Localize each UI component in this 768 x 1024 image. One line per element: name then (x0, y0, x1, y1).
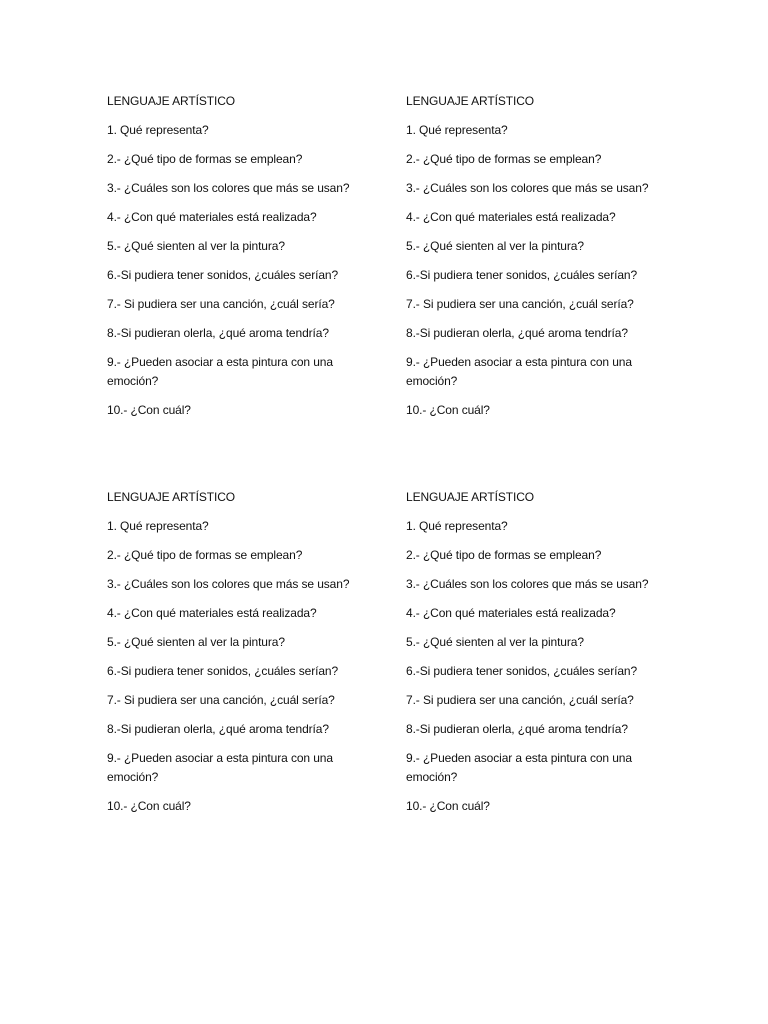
question-6: 6.-Si pudiera tener sonidos, ¿cuáles serían? (406, 664, 638, 678)
worksheet-title: LENGUAJE ARTÍSTICO (406, 94, 535, 108)
question-9: 9.- ¿Pueden asociar a esta pintura con una emoción? (107, 355, 333, 388)
question-1: 1. Qué representa? (107, 519, 209, 533)
question-5: 5.- ¿Qué sienten al ver la pintura? (107, 635, 285, 649)
question-4: 4.- ¿Con qué materiales está realizada? (406, 606, 616, 620)
question-7: 7.- Si pudiera ser una canción, ¿cuál sería? (406, 693, 634, 707)
question-2: 2.- ¿Qué tipo de formas se emplean? (107, 548, 303, 562)
question-2: 2.- ¿Qué tipo de formas se emplean? (406, 548, 602, 562)
question-1: 1. Qué representa? (107, 123, 209, 137)
worksheet-title: LENGUAJE ARTÍSTICO (406, 490, 535, 504)
question-4: 4.- ¿Con qué materiales está realizada? (107, 606, 317, 620)
question-6: 6.-Si pudiera tener sonidos, ¿cuáles serían? (107, 268, 339, 282)
question-8: 8.-Si pudieran olerla, ¿qué aroma tendría? (107, 722, 329, 736)
question-10: 10.- ¿Con cuál? (107, 799, 191, 813)
question-5: 5.- ¿Qué sienten al ver la pintura? (107, 239, 285, 253)
question-8: 8.-Si pudieran olerla, ¿qué aroma tendría? (406, 722, 628, 736)
question-6: 6.-Si pudiera tener sonidos, ¿cuáles serían? (406, 268, 638, 282)
question-1: 1. Qué representa? (406, 519, 508, 533)
question-5: 5.- ¿Qué sienten al ver la pintura? (406, 635, 584, 649)
question-3: 3.- ¿Cuáles son los colores que más se usan? (406, 181, 649, 195)
question-10: 10.- ¿Con cuál? (406, 799, 490, 813)
worksheet-title: LENGUAJE ARTÍSTICO (107, 94, 236, 108)
question-1: 1. Qué representa? (406, 123, 508, 137)
worksheet-block-bottom-right (406, 488, 696, 826)
question-8: 8.-Si pudieran olerla, ¿qué aroma tendría? (406, 326, 628, 340)
question-9: 9.- ¿Pueden asociar a esta pintura con una emoción? (406, 355, 632, 388)
worksheet-block-bottom-left (107, 488, 397, 826)
question-8: 8.-Si pudieran olerla, ¿qué aroma tendría? (107, 326, 329, 340)
question-7: 7.- Si pudiera ser una canción, ¿cuál sería? (107, 297, 335, 311)
question-10: 10.- ¿Con cuál? (406, 403, 490, 417)
worksheet-block-top-right (406, 92, 696, 430)
question-3: 3.- ¿Cuáles son los colores que más se usan? (107, 577, 350, 591)
question-4: 4.- ¿Con qué materiales está realizada? (406, 210, 616, 224)
question-3: 3.- ¿Cuáles son los colores que más se usan? (406, 577, 649, 591)
question-5: 5.- ¿Qué sienten al ver la pintura? (406, 239, 584, 253)
worksheet-title: LENGUAJE ARTÍSTICO (107, 490, 236, 504)
question-10: 10.- ¿Con cuál? (107, 403, 191, 417)
question-2: 2.- ¿Qué tipo de formas se emplean? (406, 152, 602, 166)
question-9: 9.- ¿Pueden asociar a esta pintura con una emoción? (107, 751, 333, 784)
question-2: 2.- ¿Qué tipo de formas se emplean? (107, 152, 303, 166)
worksheet-block-top-left (107, 92, 397, 430)
question-4: 4.- ¿Con qué materiales está realizada? (107, 210, 317, 224)
question-7: 7.- Si pudiera ser una canción, ¿cuál sería? (406, 297, 634, 311)
question-7: 7.- Si pudiera ser una canción, ¿cuál sería? (107, 693, 335, 707)
question-9: 9.- ¿Pueden asociar a esta pintura con una emoción? (406, 751, 632, 784)
question-6: 6.-Si pudiera tener sonidos, ¿cuáles serían? (107, 664, 339, 678)
question-3: 3.- ¿Cuáles son los colores que más se usan? (107, 181, 350, 195)
